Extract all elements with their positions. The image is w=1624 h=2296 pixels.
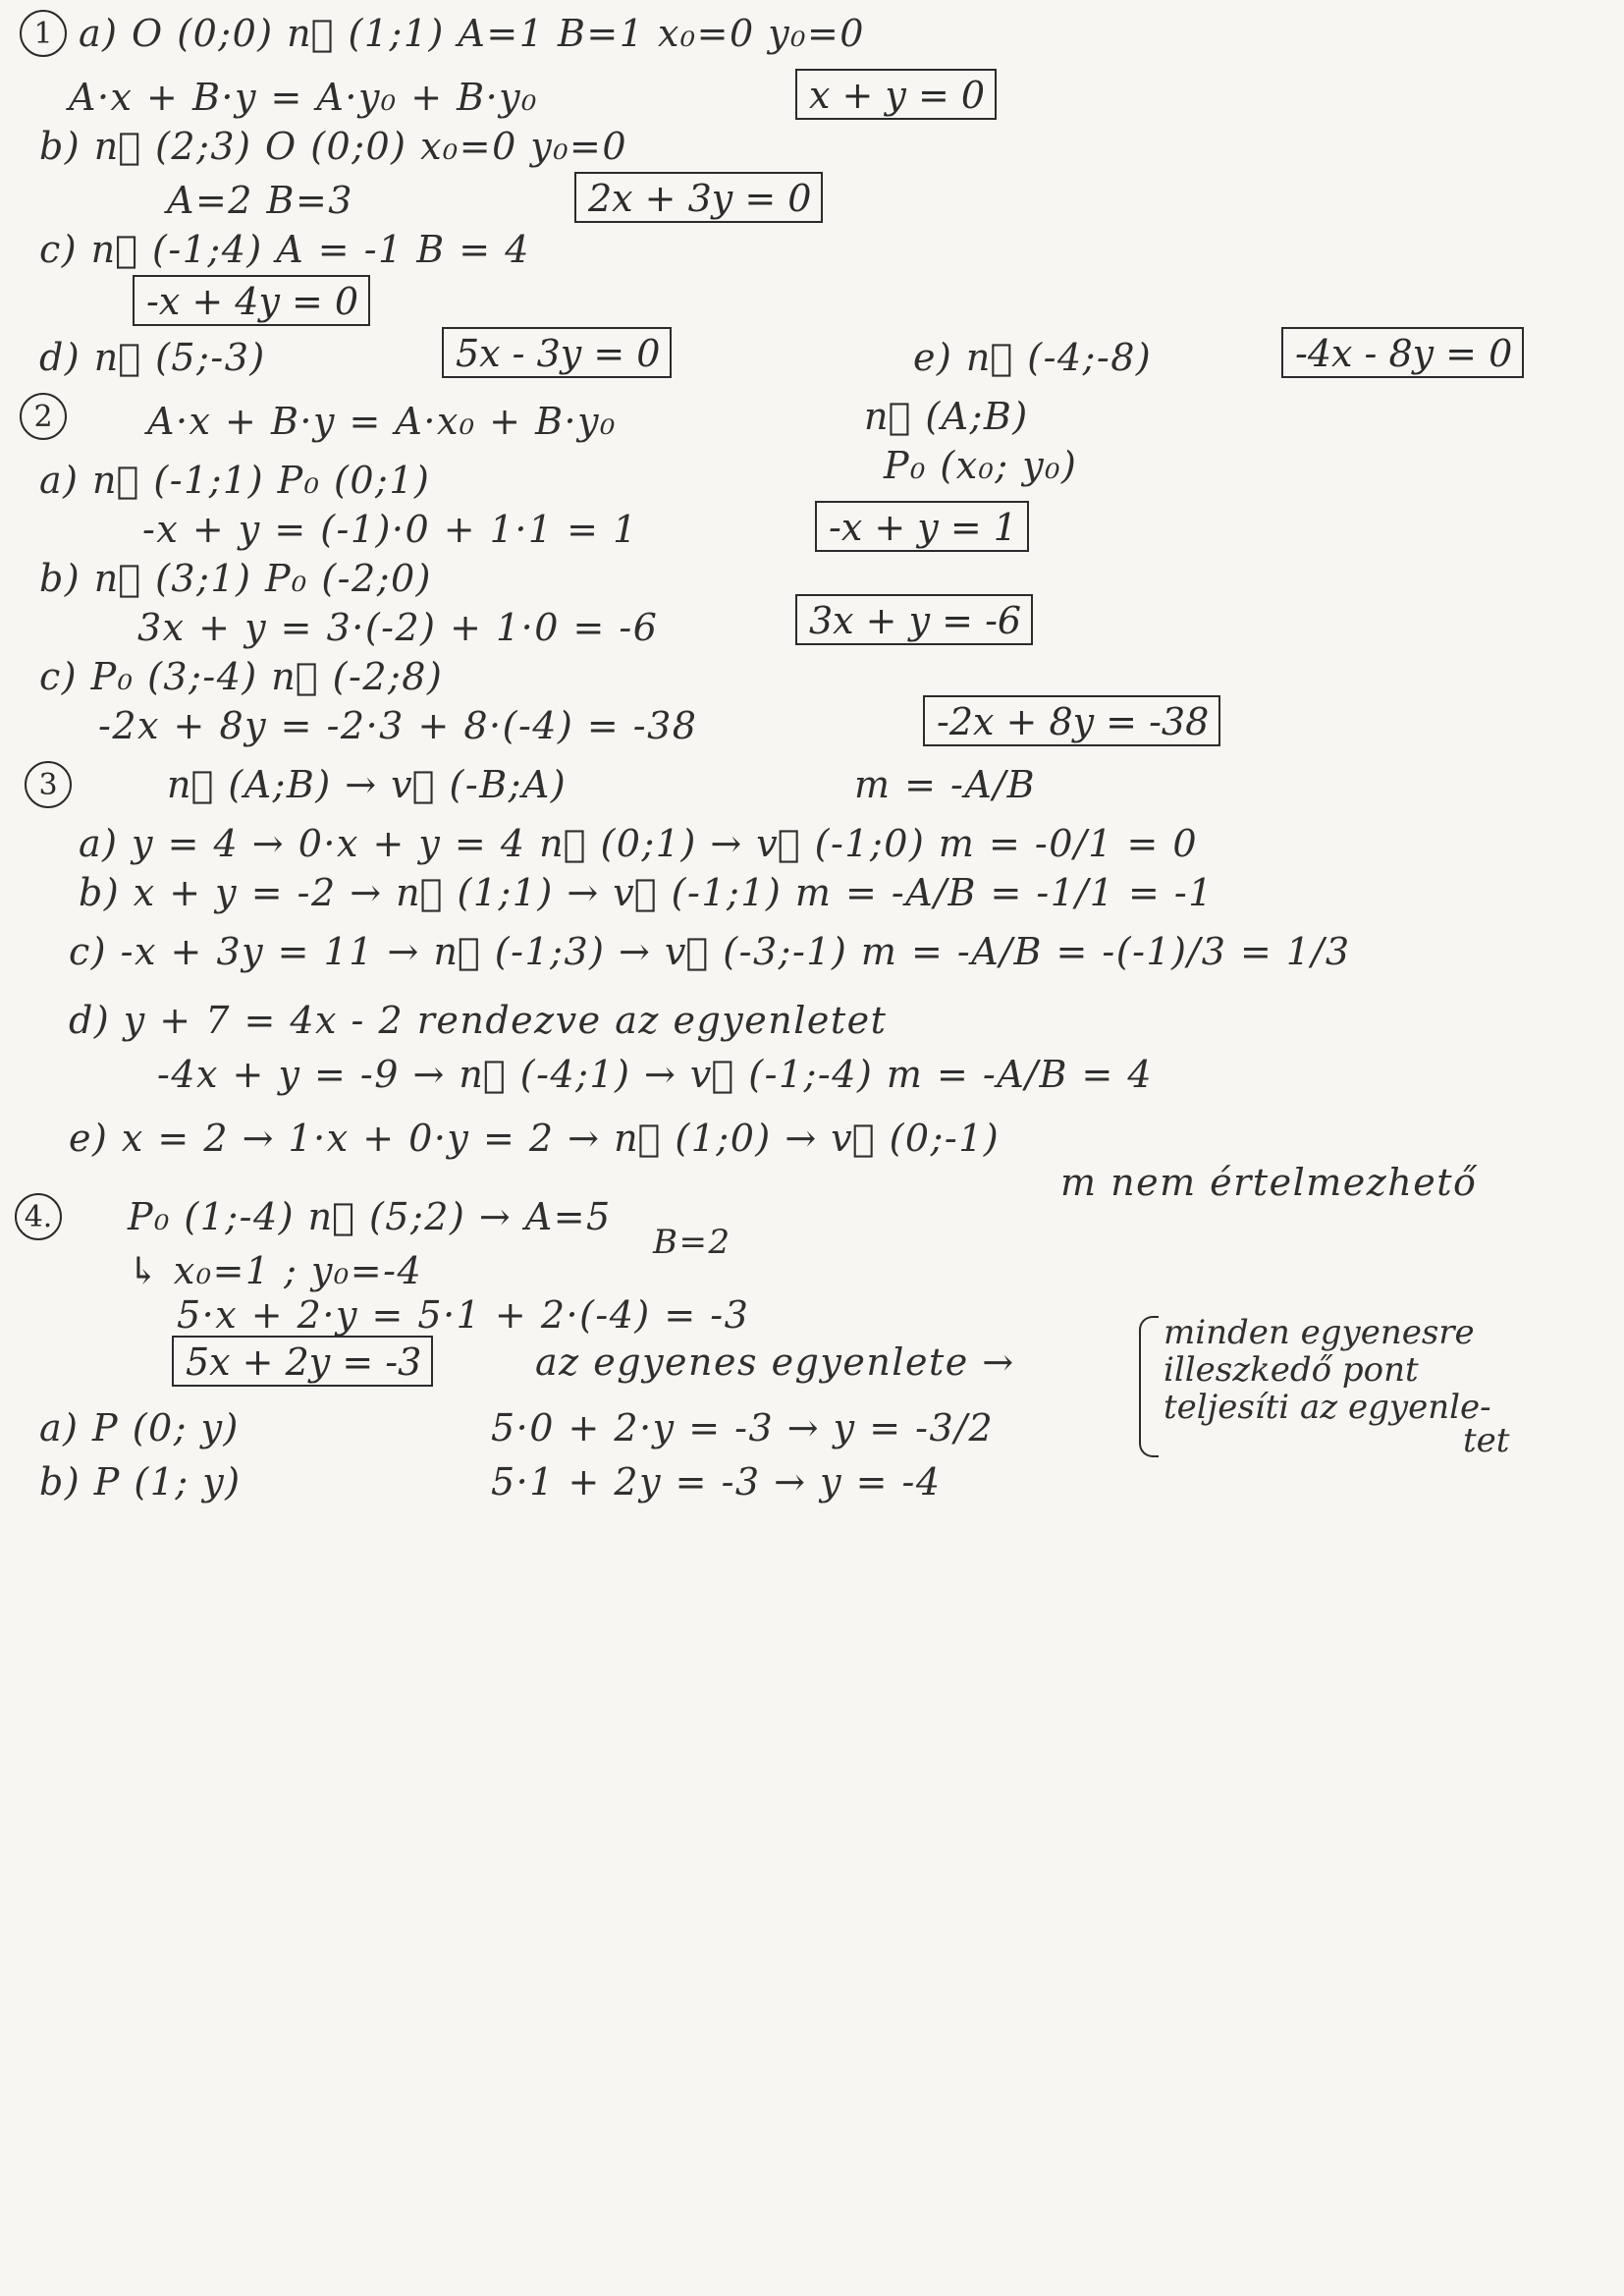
problem-4-line2: ↳ x₀=1 ; y₀=-4: [128, 1249, 423, 1292]
problem-2-point-def: P₀ (x₀; y₀): [884, 444, 1078, 487]
problem-4a-line: a) P (0; y): [39, 1406, 240, 1449]
problem-1-number: 1: [20, 10, 67, 57]
problem-3-slope-def: m = -A/B: [854, 763, 1037, 806]
problem-1c-answer: -x + 4y = 0: [133, 275, 370, 326]
problem-4-answer: 5x + 2y = -3: [172, 1336, 433, 1387]
problem-4b-calc: 5·1 + 2y = -3 → y = -4: [491, 1460, 942, 1503]
problem-1-formula: A·x + B·y = A·y₀ + B·y₀: [69, 76, 538, 119]
problem-4-note-2: illeszkedő pont: [1164, 1350, 1419, 1390]
problem-4-number: 4.: [15, 1193, 62, 1240]
problem-2b-answer: 3x + y = -6: [795, 594, 1033, 645]
problem-2b-line: b) n⃗ (3;1) P₀ (-2;0): [39, 557, 432, 600]
problem-3d-line: d) y + 7 = 4x - 2 rendezve az egyenletet: [69, 999, 888, 1042]
problem-4a-calc: 5·0 + 2·y = -3 → y = -3/2: [491, 1406, 995, 1449]
problem-3e-line: e) x = 2 → 1·x + 0·y = 2 → n⃗ (1;0) → v⃗ (0;-1): [69, 1117, 1001, 1160]
problem-2a-line: a) n⃗ (-1;1) P₀ (0;1): [39, 459, 431, 502]
problem-1c-line: c) n⃗ (-1;4) A = -1 B = 4: [39, 228, 530, 271]
problem-4-note-4: tet: [1463, 1421, 1510, 1460]
problem-3c-line: c) -x + 3y = 11 → n⃗ (-1;3) → v⃗ (-3;-1) m = -A/B = -(-1)/3 = 1/3: [69, 930, 1351, 973]
problem-3-number: 3: [25, 761, 72, 808]
problem-1a-answer: x + y = 0: [795, 69, 997, 120]
problem-4-line1: P₀ (1;-4) n⃗ (5;2) → A=5: [128, 1195, 612, 1238]
problem-3b-line: b) x + y = -2 → n⃗ (1;1) → v⃗ (-1;1) m = -A/B = -1/1 = -1: [79, 871, 1214, 914]
problem-2c-answer: -2x + 8y = -38: [923, 695, 1220, 746]
problem-2a-answer: -x + y = 1: [815, 501, 1029, 552]
problem-3e-note: m nem értelmezhető: [1060, 1161, 1478, 1204]
problem-4-note-3: teljesíti az egyenle-: [1164, 1388, 1491, 1427]
problem-4b-line: b) P (1; y): [39, 1460, 242, 1503]
problem-3d-line2: -4x + y = -9 → n⃗ (-4;1) → v⃗ (-1;-4) m = -A/B = 4: [157, 1053, 1154, 1096]
problem-1b-line: b) n⃗ (2;3) O (0;0) x₀=0 y₀=0: [39, 125, 628, 168]
problem-2a-calc: -x + y = (-1)·0 + 1·1 = 1: [142, 508, 638, 551]
problem-4-calc: 5·x + 2·y = 5·1 + 2·(-4) = -3: [177, 1293, 750, 1337]
problem-2-normal-def: n⃗ (A;B): [864, 395, 1029, 438]
problem-1a-line: a) O (0;0) n⃗ (1;1) A=1 B=1 x₀=0 y₀=0: [79, 12, 865, 55]
problem-4-answer-label: az egyenes egyenlete →: [535, 1340, 1015, 1384]
problem-1e-answer: -4x - 8y = 0: [1281, 327, 1524, 378]
problem-1d-answer: 5x - 3y = 0: [442, 327, 672, 378]
problem-2b-calc: 3x + y = 3·(-2) + 1·0 = -6: [137, 606, 659, 649]
problem-4-line1b: B=2: [653, 1223, 731, 1262]
problem-2-formula: A·x + B·y = A·x₀ + B·y₀: [147, 400, 617, 443]
problem-2c-calc: -2x + 8y = -2·3 + 8·(-4) = -38: [98, 704, 698, 747]
problem-1b-answer: 2x + 3y = 0: [574, 172, 823, 223]
problem-1b-sub: A=2 B=3: [167, 179, 353, 222]
problem-4-note-1: minden egyenesre: [1164, 1313, 1475, 1352]
problem-3-header: n⃗ (A;B) → v⃗ (-B;A): [167, 763, 568, 806]
problem-1d-line: d) n⃗ (5;-3): [39, 336, 266, 379]
problem-4-note-brace: [1139, 1316, 1159, 1457]
problem-2-number: 2: [20, 393, 67, 440]
problem-1e-line: e) n⃗ (-4;-8): [913, 336, 1153, 379]
problem-2c-line: c) P₀ (3;-4) n⃗ (-2;8): [39, 655, 444, 698]
problem-3a-line: a) y = 4 → 0·x + y = 4 n⃗ (0;1) → v⃗ (-1;0) m = -0/1 = 0: [79, 822, 1199, 865]
